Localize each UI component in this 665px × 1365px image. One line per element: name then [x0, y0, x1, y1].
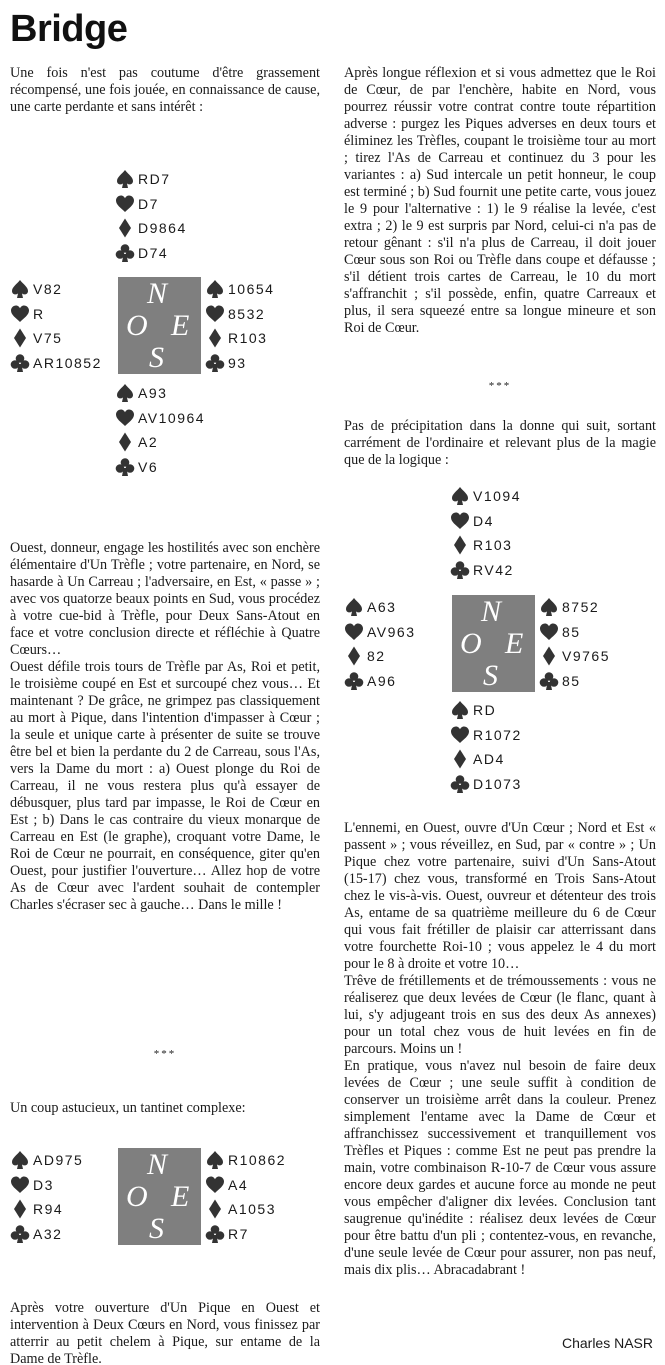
heart-icon: [205, 304, 225, 324]
diamond-icon: [205, 328, 225, 348]
paragraph: Ouest défile trois tours de Trèfle par As, Roi et petit, le troisième coupé en Est et surcoupé chez vous… Et maintenant ? De grâce, ne grimpez pas classiquement au mort à Pique, dans l'intention d'impasser à Cœur ; la seule et unique carte à présenter de suite se trouve être bel et bien la perdante du 2 de Carreau, sous l'As, vers la Dame du mort : a) Ouest plonge du Roi de Carreau, il ne vous restera plus qu'à essayer de débusquer, plus tard par impasse, le Roi de Cœur en Est ; b) Dans le cas contraire du vieux monarque de Carreau en Est (le graphe), croquant votre Dame, le Roi de Cœur ne pourrait, en conséquence, giter qu'en Ouest, pour justifier l'ouverture… Allez hop de votre As de Cœur avec l'ardent souhait de contempler Charles s'écraser sec à gauche… Dans le mille !: [10, 659, 320, 913]
diamond-icon: [205, 1199, 225, 1219]
deal2-compass: [118, 1148, 201, 1245]
deal2-east-hand: R10862 A4 A1053 R7: [205, 1148, 286, 1246]
separator-stars: ***: [488, 380, 512, 392]
spade-icon: [115, 169, 135, 189]
deal2-west-hand: AD975 D3 R94 A32: [10, 1148, 83, 1246]
spade-icon: [344, 597, 364, 617]
diamond-icon: [450, 535, 470, 555]
spade-icon: [115, 383, 135, 403]
compass-east: E: [171, 1180, 190, 1213]
diamond-icon: [115, 432, 135, 452]
deal3-south-hand: RD R1072 AD4 D1073: [450, 698, 522, 796]
compass-west: O: [460, 627, 482, 660]
heart-icon: [10, 1175, 30, 1195]
compass-west: O: [126, 309, 148, 342]
deal3-west-hand: A63 AV963 82 A96: [344, 595, 416, 693]
club-icon: [115, 457, 135, 477]
col2-body: [344, 820, 656, 1279]
club-icon: [10, 1224, 30, 1244]
page-title: Bridge: [10, 8, 128, 50]
col2-intro2: Pas de précipitation dans la donne qui suit, sortant carrément de l'ordinaire et relevant plus de la magie que de la logique :: [344, 418, 656, 468]
diamond-icon: [10, 328, 30, 348]
compass-east: E: [171, 309, 190, 342]
deal1-west-hand: V82 R V75 AR10852: [10, 277, 102, 375]
compass-north: N: [147, 1148, 168, 1181]
spade-icon: [450, 700, 470, 720]
club-icon: [205, 1224, 225, 1244]
heart-icon: [115, 194, 135, 214]
spade-icon: [10, 1150, 30, 1170]
heart-icon: [115, 408, 135, 428]
deal3-east-hand: 8752 85 V9765 85: [539, 595, 610, 693]
deal3-compass: [452, 595, 535, 692]
paragraph: L'ennemi, en Ouest, ouvre d'Un Cœur ; Nord et Est « passent » ; vous réveillez, en Sud, par « contre » ; Un Pique chez votre partenaire, suivi d'Un Sans-Atout (15-17) chez vous, transformé en Trois Sans-Atout chez le vis-à-vis. Ouest, ouvreur et détenteur des trois As, entame de sa quatrième meilleure du 6 de Cœur qui vous fait frétiller de plaisir car atterrissant dans votre fourchette Roi-10 ; vous appelez le 4 du mort pour le 8 à droite et votre 10…: [344, 820, 656, 972]
compass-south: S: [149, 1212, 164, 1245]
club-icon: [115, 243, 135, 263]
spade-icon: [205, 279, 225, 299]
club-icon: [450, 774, 470, 794]
heart-icon: [205, 1175, 225, 1195]
spade-icon: [450, 486, 470, 506]
compass-north: N: [147, 277, 168, 310]
club-icon: [450, 560, 470, 580]
deal1-north-hand: RD7 D7 D9864 D74: [115, 167, 187, 265]
club-icon: [539, 671, 559, 691]
col1-body: [10, 540, 320, 914]
spade-icon: [539, 597, 559, 617]
compass-north: N: [481, 595, 502, 628]
diamond-icon: [539, 646, 559, 666]
compass-east: E: [505, 627, 524, 660]
col1-intro2: Un coup astucieux, un tantinet complexe:: [10, 1100, 246, 1116]
heart-icon: [344, 622, 364, 642]
col1-p3: Après votre ouverture d'Un Pique en Ouest et intervention à Deux Cœurs en Nord, vous finissez par atterrir au petit chelem à Pique, sur entame de la Dame de Trèfle.: [10, 1300, 320, 1365]
club-icon: [10, 353, 30, 373]
diamond-icon: [115, 218, 135, 238]
spade-icon: [10, 279, 30, 299]
heart-icon: [539, 622, 559, 642]
paragraph: Trêve de frétillements et de trémoussements : vous ne réaliserez que deux levées de Cœur (le flanc, quant à lui, s'y adjugeant trois en sus des deux As annexes) pour un total chez vous de huit levées en fin de parcours. Moins un !: [344, 973, 656, 1057]
diamond-icon: [450, 749, 470, 769]
deal1-compass: [118, 277, 201, 374]
compass-south: S: [483, 659, 498, 692]
club-icon: [205, 353, 225, 373]
paragraph: En pratique, vous n'avez nul besoin de faire deux levées de Cœur ; une seule suffit à condition de conserver un troisième arrêt dans la couleur. Prenez simplement l'entame avec la Dame de Cœur et affranchissez successivement et tranquillement vos Trèfles et Piques : comme Est ne peut pas prendre la main, votre combinaison R-10-7 de Cœur vous assure encore deux gardes et aucune force au monde ne peut vous empêcher d'aligner dix levées. Conclusion tant saugrenue qu'inédite : réalisez deux levées de Cœur pour être battu d'un pli ; contentez-vous, en revanche, d'une seule levée de Cœur pour assurer, non pas neuf, mais dix plis… Abracadabrant !: [344, 1058, 656, 1278]
deal1-south-hand: A93 AV10964 A2 V6: [115, 381, 205, 479]
paragraph: Ouest, donneur, engage les hostilités avec son enchère élémentaire d'Un Trèfle ; votre partenaire, en Nord, se hasarde à Un Carreau ; l'adversaire, en Est, « passe » ; avec vos quatorze beaux points en Sud, vous procédez à votre cue-bid à Trèfle, pour Deux Sans-Atout en face et votre conclusion directe et réfléchie à Quatre Cœurs…: [10, 540, 320, 658]
intro-paragraph: Une fois n'est pas coutume d'être grassement récompensé, une fois jouée, en connaissance de cause, une carte perdante et sans intérêt :: [10, 65, 320, 115]
club-icon: [344, 671, 364, 691]
deal3-north-hand: V1094 D4 R103 RV42: [450, 484, 521, 582]
diamond-icon: [344, 646, 364, 666]
heart-icon: [450, 511, 470, 531]
heart-icon: [450, 725, 470, 745]
spade-icon: [205, 1150, 225, 1170]
compass-south: S: [149, 341, 164, 374]
diamond-icon: [10, 1199, 30, 1219]
col2-p1: Après longue réflexion et si vous admettez que le Roi de Cœur, de par l'enchère, habite en Nord, vous pourrez réussir votre contrat contre toute répartition adverse : purgez les Piques adverses en deux tours et éliminez les Trèfles, coupant le troisième tour au mort ; tirez l'As de Carreau et continuez du 3 pour les variantes : a) Sud intercale un petit honneur, le coup est terminé ; b) Sud fournit une petite carte, vous jouez le 9 pour l'alternative : 1) le 9 réalise la levée, c'est extra ; 2) le 9 est surpris par Nord, celui-ci n'a pas de retour gênant : s'il n'a plus de Carreau, il doit jouer Cœur sous son Roi ou Trèfle dans coupe et défausse ; s'il détient trois cartes de Carreau, le 10 du mort s'affranchit ; s'il possède, enfin, quatre Carreaux et plus, il sera squeezé entre sa longue mineure et son Roi de Cœur.: [344, 65, 656, 336]
author-signature: Charles NASR: [561, 1335, 653, 1351]
compass-west: O: [126, 1180, 148, 1213]
heart-icon: [10, 304, 30, 324]
deal1-east-hand: 10654 8532 R103 93: [205, 277, 274, 375]
separator-stars: ***: [153, 1048, 177, 1060]
